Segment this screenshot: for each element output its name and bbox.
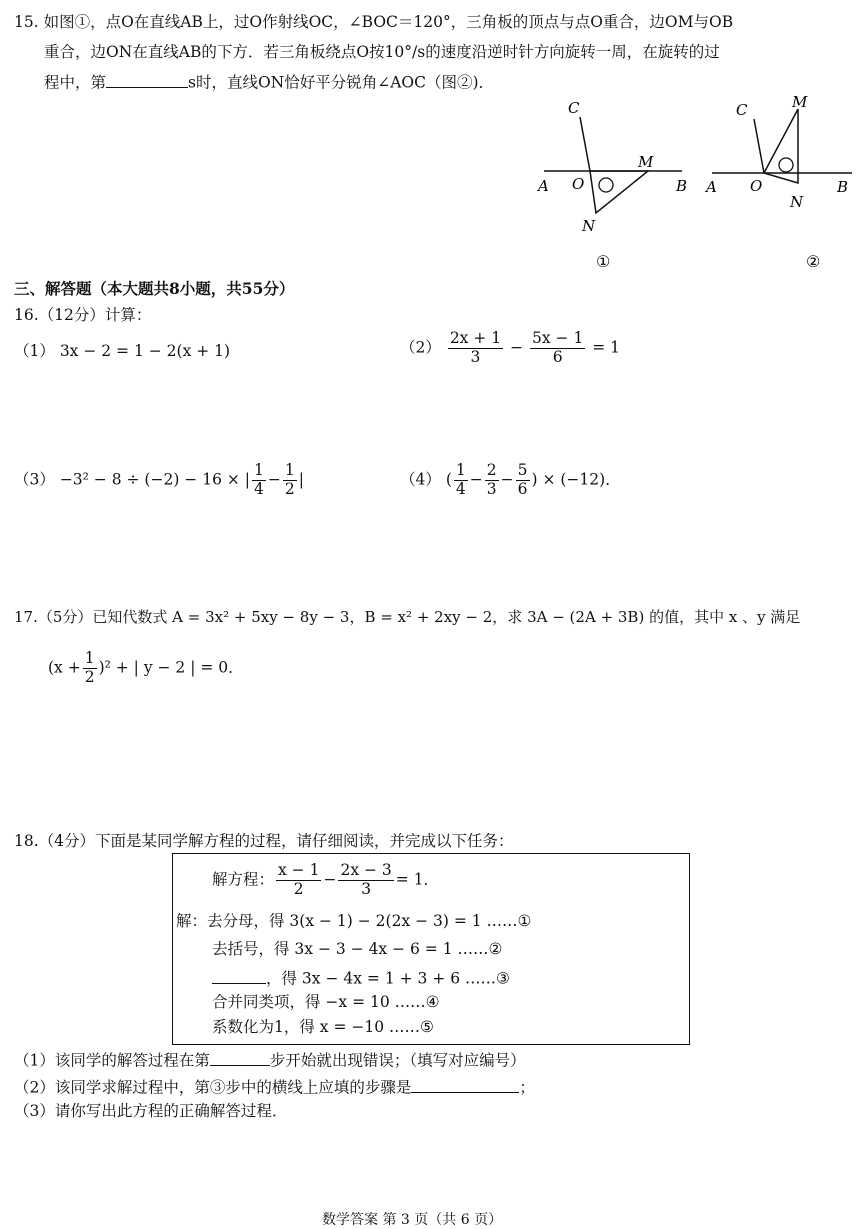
q16-part-1 [14, 342, 230, 361]
q15-number: 15. [14, 13, 39, 31]
q16-p4-frac-1-den: 4 [455, 479, 466, 498]
fig1-triangle [590, 171, 648, 213]
q18-step-2: 去括号，得 3x − 3 − 4x − 6 = 1 ……② [212, 940, 503, 958]
fig1-label-a: A [538, 177, 549, 195]
q18-t1-b: 步开始就出现错误；（填写对应编号） [269, 1051, 526, 1070]
q18-eq-frac-1 [276, 862, 321, 899]
fig2-label-b: B [837, 178, 849, 196]
q16-p3-minus: − [267, 470, 281, 489]
page-footer: 数学答案 第 3 页（共 6 页） [322, 1212, 503, 1228]
q16-p1-tag: （1） [14, 342, 55, 360]
q15-text-2: 重合，边ON在直线AB的下方．若三角板绕点O按10°/s的速度沿逆时针方向旋转一周，在旋转的过 [44, 43, 720, 61]
q16-p4-frac-2-den: 3 [486, 479, 497, 498]
fig1-label-o: O [572, 175, 585, 193]
q18-t1-blank[interactable] [210, 1049, 270, 1066]
q17-line-1: 17.（5分）已知代数式 A = 3x² + 5xy − 8y − 3，B = x² + 2xy − 2，求 3A − (2A + 3B) 的值，其中 x 、y 满足 [14, 608, 801, 626]
q16-p2-frac-2-num: 5x − 1 [532, 329, 584, 347]
q16-p4-minus-1: − [469, 470, 483, 489]
q16-p2-tag: （2） [400, 338, 441, 357]
q18-eq-frac-1-num: x − 1 [278, 861, 320, 879]
q18-task-1 [14, 1049, 526, 1070]
fig1-ray-oc [580, 117, 590, 171]
q16-p4-open: ( [445, 470, 452, 489]
q16-p4-frac-3-num: 5 [517, 461, 528, 479]
q16-heading: 16.（12分）计算： [14, 306, 152, 324]
fig1-label-n: N [582, 217, 596, 235]
q18-t1-a: （1）该同学的解答过程在第 [14, 1051, 210, 1070]
q18-step-5: 系数化为1，得 x = −10 ……⑤ [212, 1018, 434, 1036]
q17-l2-pre: (x + [48, 658, 81, 677]
q16-p3-frac-1-num: 1 [254, 461, 264, 479]
q16-p4-frac-1 [454, 462, 468, 499]
q18-t2-blank[interactable] [411, 1076, 519, 1093]
q16-p4-frac-1-num: 1 [455, 461, 466, 479]
q17-frac-den: 2 [84, 667, 95, 686]
q18-eq-minus: − [323, 870, 337, 889]
q16-p3-tag: （3） [14, 470, 55, 489]
q18-t2-b: ； [519, 1078, 535, 1097]
section-3-heading: 三、解答题（本大题共8小题，共55分） [14, 279, 295, 298]
q15-line-3 [44, 71, 494, 92]
q16-p4-frac-2-num: 2 [486, 461, 497, 479]
q18-eq-pre: 解方程： [212, 870, 275, 889]
q16-p4-tag: （4） [400, 470, 441, 489]
q16-p2-frac-1-den: 3 [470, 347, 481, 366]
q15-line-1 [14, 13, 733, 32]
q16-part-2 [400, 330, 620, 367]
q18-t2-a: （2）该同学求解过程中，第③步中的横线上应填的步骤是 [14, 1078, 412, 1097]
fig1-label-c: C [568, 99, 580, 117]
q16-p4-post: ) × (−12)． [531, 470, 621, 489]
q17-frac [83, 650, 97, 687]
q18-heading: 18.（4分）下面是某同学解方程的过程，请仔细阅读，并完成以下任务： [14, 832, 514, 850]
q18-task-3: （3）请你写出此方程的正确解答过程． [14, 1102, 288, 1120]
fig2-circle [779, 158, 793, 172]
q16-p2-frac-1 [448, 330, 503, 367]
q16-p3-frac-1 [252, 462, 266, 499]
q16-part-3 [14, 462, 304, 499]
q15-text-3b: s时，直线ON恰好平分锐角∠AOC（图②)． [188, 73, 495, 92]
fig2-triangle [764, 109, 798, 183]
q16-p4-frac-3-den: 6 [517, 479, 528, 498]
q18-eq-frac-1-den: 2 [293, 879, 304, 898]
q16-p2-frac-2 [530, 330, 585, 367]
q18-step-3 [212, 967, 510, 988]
figure-2 [702, 95, 862, 275]
q16-p2-eq: = 1 [592, 338, 621, 357]
q15-text-1: 如图①，点O在直线AB上，过O作射线OC，∠BOC＝120°，三角板的顶点与点O重合，边OM与OB [43, 13, 734, 31]
fig1-label-b: B [676, 177, 688, 195]
q18-step-4: 合并同类项，得 −x = 10 ……④ [212, 993, 440, 1011]
fig2-label-m: M [792, 95, 808, 111]
q18-step-3-text: ，得 3x − 4x = 1 + 3 + 6 ……③ [266, 969, 510, 988]
q18-step-1: 解：去分母，得 3(x − 1) − 2(2x − 3) = 1 ……① [176, 912, 532, 930]
q18-eq-post: = 1． [395, 870, 440, 889]
fig1-label-m: M [638, 153, 654, 171]
q16-p3-frac-2-den: 2 [284, 479, 295, 498]
q18-eq-frac-2 [338, 862, 393, 899]
q16-p4-frac-3 [516, 462, 530, 499]
fig2-ray-oc [754, 119, 764, 173]
q16-p2-minus: − [510, 338, 524, 357]
q17-line-2 [48, 650, 244, 687]
q15-text-3a: 程中，第 [44, 73, 107, 92]
q18-step-3-blank[interactable] [212, 967, 266, 984]
q18-equation [212, 862, 439, 899]
q18-eq-frac-2-den: 3 [361, 879, 372, 898]
q16-p4-minus-2: − [500, 470, 514, 489]
fig2-label-o: O [750, 177, 763, 195]
fig2-label-n: N [790, 193, 804, 211]
q16-p4-frac-2 [485, 462, 499, 499]
q16-p2-frac-2-den: 6 [552, 347, 563, 366]
figure-1 [530, 95, 700, 275]
q16-p3-frac-1-den: 4 [254, 479, 264, 498]
fig1-caption: ① [596, 252, 611, 271]
q16-p3-pre: −3² − 8 ÷ (−2) − 16 × | [59, 470, 250, 489]
q17-l2-post: )² + | y − 2 | = 0． [98, 658, 244, 677]
q16-p1-expr: 3x − 2 = 1 − 2(x + 1) [59, 342, 231, 360]
q16-p2-frac-1-num: 2x + 1 [449, 329, 502, 347]
q16-part-4 [400, 462, 621, 499]
fig2-caption: ② [806, 252, 821, 271]
q15-answer-blank[interactable] [106, 71, 188, 88]
q16-p3-frac-2-num: 1 [284, 461, 295, 479]
q16-p3-post: | [298, 470, 304, 489]
q18-eq-frac-2-num: 2x − 3 [340, 861, 392, 879]
q18-task-2 [14, 1076, 535, 1097]
fig2-label-c: C [736, 101, 748, 119]
q16-p3-frac-2 [283, 462, 297, 499]
fig2-label-a: A [706, 178, 717, 196]
q17-frac-num: 1 [84, 649, 95, 667]
fig1-circle [599, 178, 613, 192]
